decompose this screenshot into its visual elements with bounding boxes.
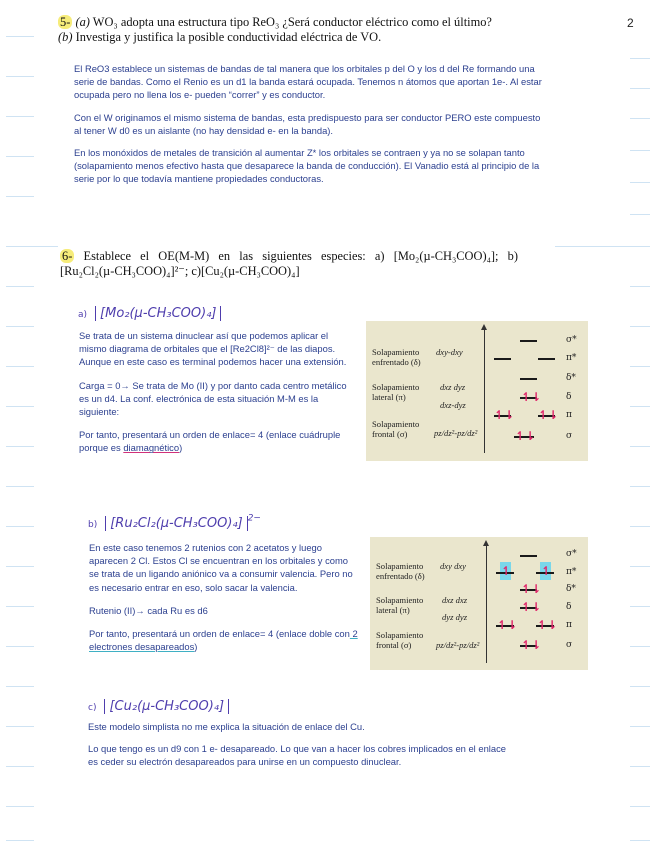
mo-diagram-ru2 [370,537,588,670]
orbital-pair-label: pz/dz²-pz/dz² [436,640,480,650]
question-5-text-a: WO₃ adopta una estructura tipo ReO₃ ¿Será conductor eléctrico como el último? [92,15,492,29]
margin-rule [6,326,34,327]
margin-rule [630,686,650,687]
energy-level [520,555,537,557]
page-number: 2 [627,16,634,30]
overlap-label: Solapamiento enfrentado (δ) [376,561,425,581]
orbital-pair-label: dxz dyz [440,382,466,392]
mo-symbol: δ* [566,584,576,594]
electron-pair: ↿⇂ [538,408,559,422]
energy-level [520,378,537,380]
answer-6a-paragraph: Carga = 0→ Se trata de Mo (II) y por danto cada centro metálico es un d4. La conf. electrónica de esta situación M-M es la siguiente: [79,379,347,418]
electron-single: ↿ [501,564,512,578]
margin-rule [630,182,650,183]
answer-6b-paragraph: En este caso tenemos 2 rutenios con 2 acetatos y luego aparecen 2 Cl. Estos Cl se encuentran en los orbitales y como se trata de un ligando aniónico va a consumir valencia. Pero no es necesario entrar en eso, solo sacar la valencia. [89,542,353,593]
margin-rule [6,840,34,841]
energy-level [520,340,537,342]
answer-6b-paragraph: Rutenio (II)→ cada Ru es d6 [89,604,208,616]
margin-rule [6,646,34,647]
margin-rule [630,118,650,119]
question-5-line-2 [58,30,618,45]
mo-symbol: σ [566,640,573,650]
question-6-line-2: [Ru₂Cl₂(µ-CH₃COO)₄]²⁻; c)[Cu₂(µ-CH₃COO)₄] [60,264,300,278]
orbital-pair-label: dxy dxy [440,561,466,571]
electron-pair: ↿⇂ [497,618,518,632]
overlap-label: Solapamiento lateral (π) [372,382,420,402]
electron-pair: ↿⇂ [521,600,542,614]
margin-rule [6,76,34,77]
margin-rule [6,446,34,447]
margin-rule [6,806,34,807]
mo-symbol: σ [566,431,573,441]
answer-6a [79,329,355,455]
handwritten-formula: [Mo₂(µ-CH₃COO)₄] [95,306,221,321]
electron-pair: ↿⇂ [521,582,542,596]
answer-5-paragraph: Con el W originamos el mismo sistema de bandas, esta predispuesto para ser conductor PERO este compuesto al tener W d0 es un aislante (no hay densidad e- en la banda). [74,111,541,136]
part-label: b) [88,520,98,530]
question-number: 5- [60,15,71,29]
electron-pair: ↿⇂ [494,408,515,422]
margin-rule [630,726,650,727]
question-5 [58,15,618,45]
part-a-marker: (a) [75,15,90,29]
margin-rule [630,58,650,59]
margin-rule [6,686,34,687]
text-span: ) [194,641,198,653]
answer-6c [88,720,508,769]
part-label: a) [78,310,88,320]
handwritten-heading-c [88,695,229,714]
margin-rule [630,214,650,215]
mo-diagram-mo2 [366,321,588,461]
mo-symbol: π* [566,353,577,363]
margin-rule [630,150,650,151]
margin-rule [6,526,34,527]
margin-rule [630,366,650,367]
question-5-line-1 [58,15,618,30]
electron-pair: ↿⇂ [521,638,542,652]
margin-rule [630,646,650,647]
text-span: Por tanto, presentará un orden de enlace= 4 (enlace doble con [89,628,350,640]
text-span: Por tanto, presentará un orden de enlace= 4 (enlace cuádruple porque es [79,429,341,454]
text-span: ) [179,442,183,454]
answer-6c-paragraph: Lo que tengo es un d9 con 1 e- desapareado. Lo que van a hacer los cobres implicados en el enlace es ceder su electrón desapareados para unirse en un compuesto dinuclear. [88,743,506,768]
answer-5-paragraph: En los monóxidos de metales de transición al aumentar Z* los orbitales se contraen y ya no se solapan tanto (solapamiento menos efectivo hasta que desaparece la banda de conducción). El Vanadio está al principio de la serie por lo que todavía mantiene propiedades conductoras. [74,147,540,185]
margin-rule [555,246,650,247]
energy-axis [486,545,487,663]
electron-pair: ↿⇂ [537,618,558,632]
margin-rule [630,486,650,487]
mo-symbol: π [566,410,572,420]
margin-rule [6,406,34,407]
margin-rule [630,566,650,567]
margin-rule [6,766,34,767]
margin-rule [630,526,650,527]
margin-rule [6,366,34,367]
part-b-marker: (b) [58,30,73,44]
margin-rule [630,406,650,407]
mo-symbol: π* [566,567,577,577]
mo-symbol: π [566,620,572,630]
orbital-pair-label: dyz dyz [442,612,468,622]
energy-level [538,358,555,360]
electron-pair: ↿⇂ [521,390,542,404]
answer-6b-paragraph [89,627,359,653]
underlined-term: diamagnético [123,442,180,454]
overlap-label: Solapamiento enfrentado (δ) [372,347,421,367]
margin-rule [630,806,650,807]
question-5-text-b: Investiga y justifica la posible conductividad eléctrica de VO. [75,30,382,44]
question-6-line-1 [60,249,518,264]
answer-6a-paragraph [79,428,355,454]
orbital-pair-label: dxz-dyz [440,400,466,410]
electron-single: ↿ [541,564,552,578]
underlined-term: 2 electrones desapareados [89,628,358,653]
overlap-label: Solapamiento frontal (σ) [376,630,424,650]
margin-rule [6,36,34,37]
handwritten-heading-b [88,512,261,531]
margin-rule [6,196,34,197]
answer-6c-paragraph: Este modelo simplista no me explica la situación de enlace del Cu. [88,721,365,732]
margin-rule [6,566,34,567]
mo-symbol: δ [566,392,572,402]
answer-5 [74,62,542,186]
energy-level [494,358,511,360]
handwritten-heading-a [78,302,221,321]
orbital-pair-label: pz/dz²-pz/dz² [434,428,478,438]
margin-rule [6,286,34,287]
margin-rule [630,326,650,327]
answer-6a-paragraph: Se trata de un sistema dinuclear así que podemos aplicar el mismo diagrama de orbitales que el [Re2Cl8]²⁻ de las diapos. Aunque en este caso es terminal podemos hacer una extensión. [79,330,347,368]
margin-rule [6,116,34,117]
question-number: 6- [62,249,73,263]
mo-symbol: δ [566,602,572,612]
handwritten-formula: [Ru₂Cl₂(µ-CH₃COO)₄] [105,516,247,531]
margin-rule [630,286,650,287]
mo-symbol: δ* [566,373,576,383]
margin-rule [6,486,34,487]
charge: 2− [247,513,261,524]
electron-pair: ↿⇂ [515,429,536,443]
part-label: c) [88,703,97,713]
handwritten-formula: [Cu₂(µ-CH₃COO)₄] [104,699,229,714]
margin-rule [6,606,34,607]
mo-symbol: σ* [566,549,577,559]
margin-rule [630,88,650,89]
question-6 [60,249,518,279]
overlap-label: Solapamiento lateral (π) [376,595,424,615]
question-6-text: Establece el OE(M-M) en las siguientes especies: a) [Mo₂(µ-CH₃COO)₄]; b) [83,249,518,263]
energy-axis [484,329,485,453]
margin-rule [630,606,650,607]
margin-rule [630,766,650,767]
orbital-pair-label: dxz dxz [442,595,468,605]
margin-rule [6,156,34,157]
margin-rule [6,726,34,727]
overlap-label: Solapamiento frontal (σ) [372,419,420,439]
mo-symbol: σ* [566,335,577,345]
orbital-pair-label: dxy-dxy [436,347,463,357]
margin-rule [630,840,650,841]
answer-6b [89,541,359,653]
margin-rule [6,246,58,247]
margin-rule [630,446,650,447]
answer-5-paragraph: El ReO3 establece un sistemas de bandas de tal manera que los orbitales p del O y los d del Re formando una serie de bandas. Como el Renio es un d1 la banda estará ocupada. Tenemos n átomos que aportan 1e-. Al estar ocupada pero no llena los e- pueden “correr” y es conductor. [74,63,542,101]
